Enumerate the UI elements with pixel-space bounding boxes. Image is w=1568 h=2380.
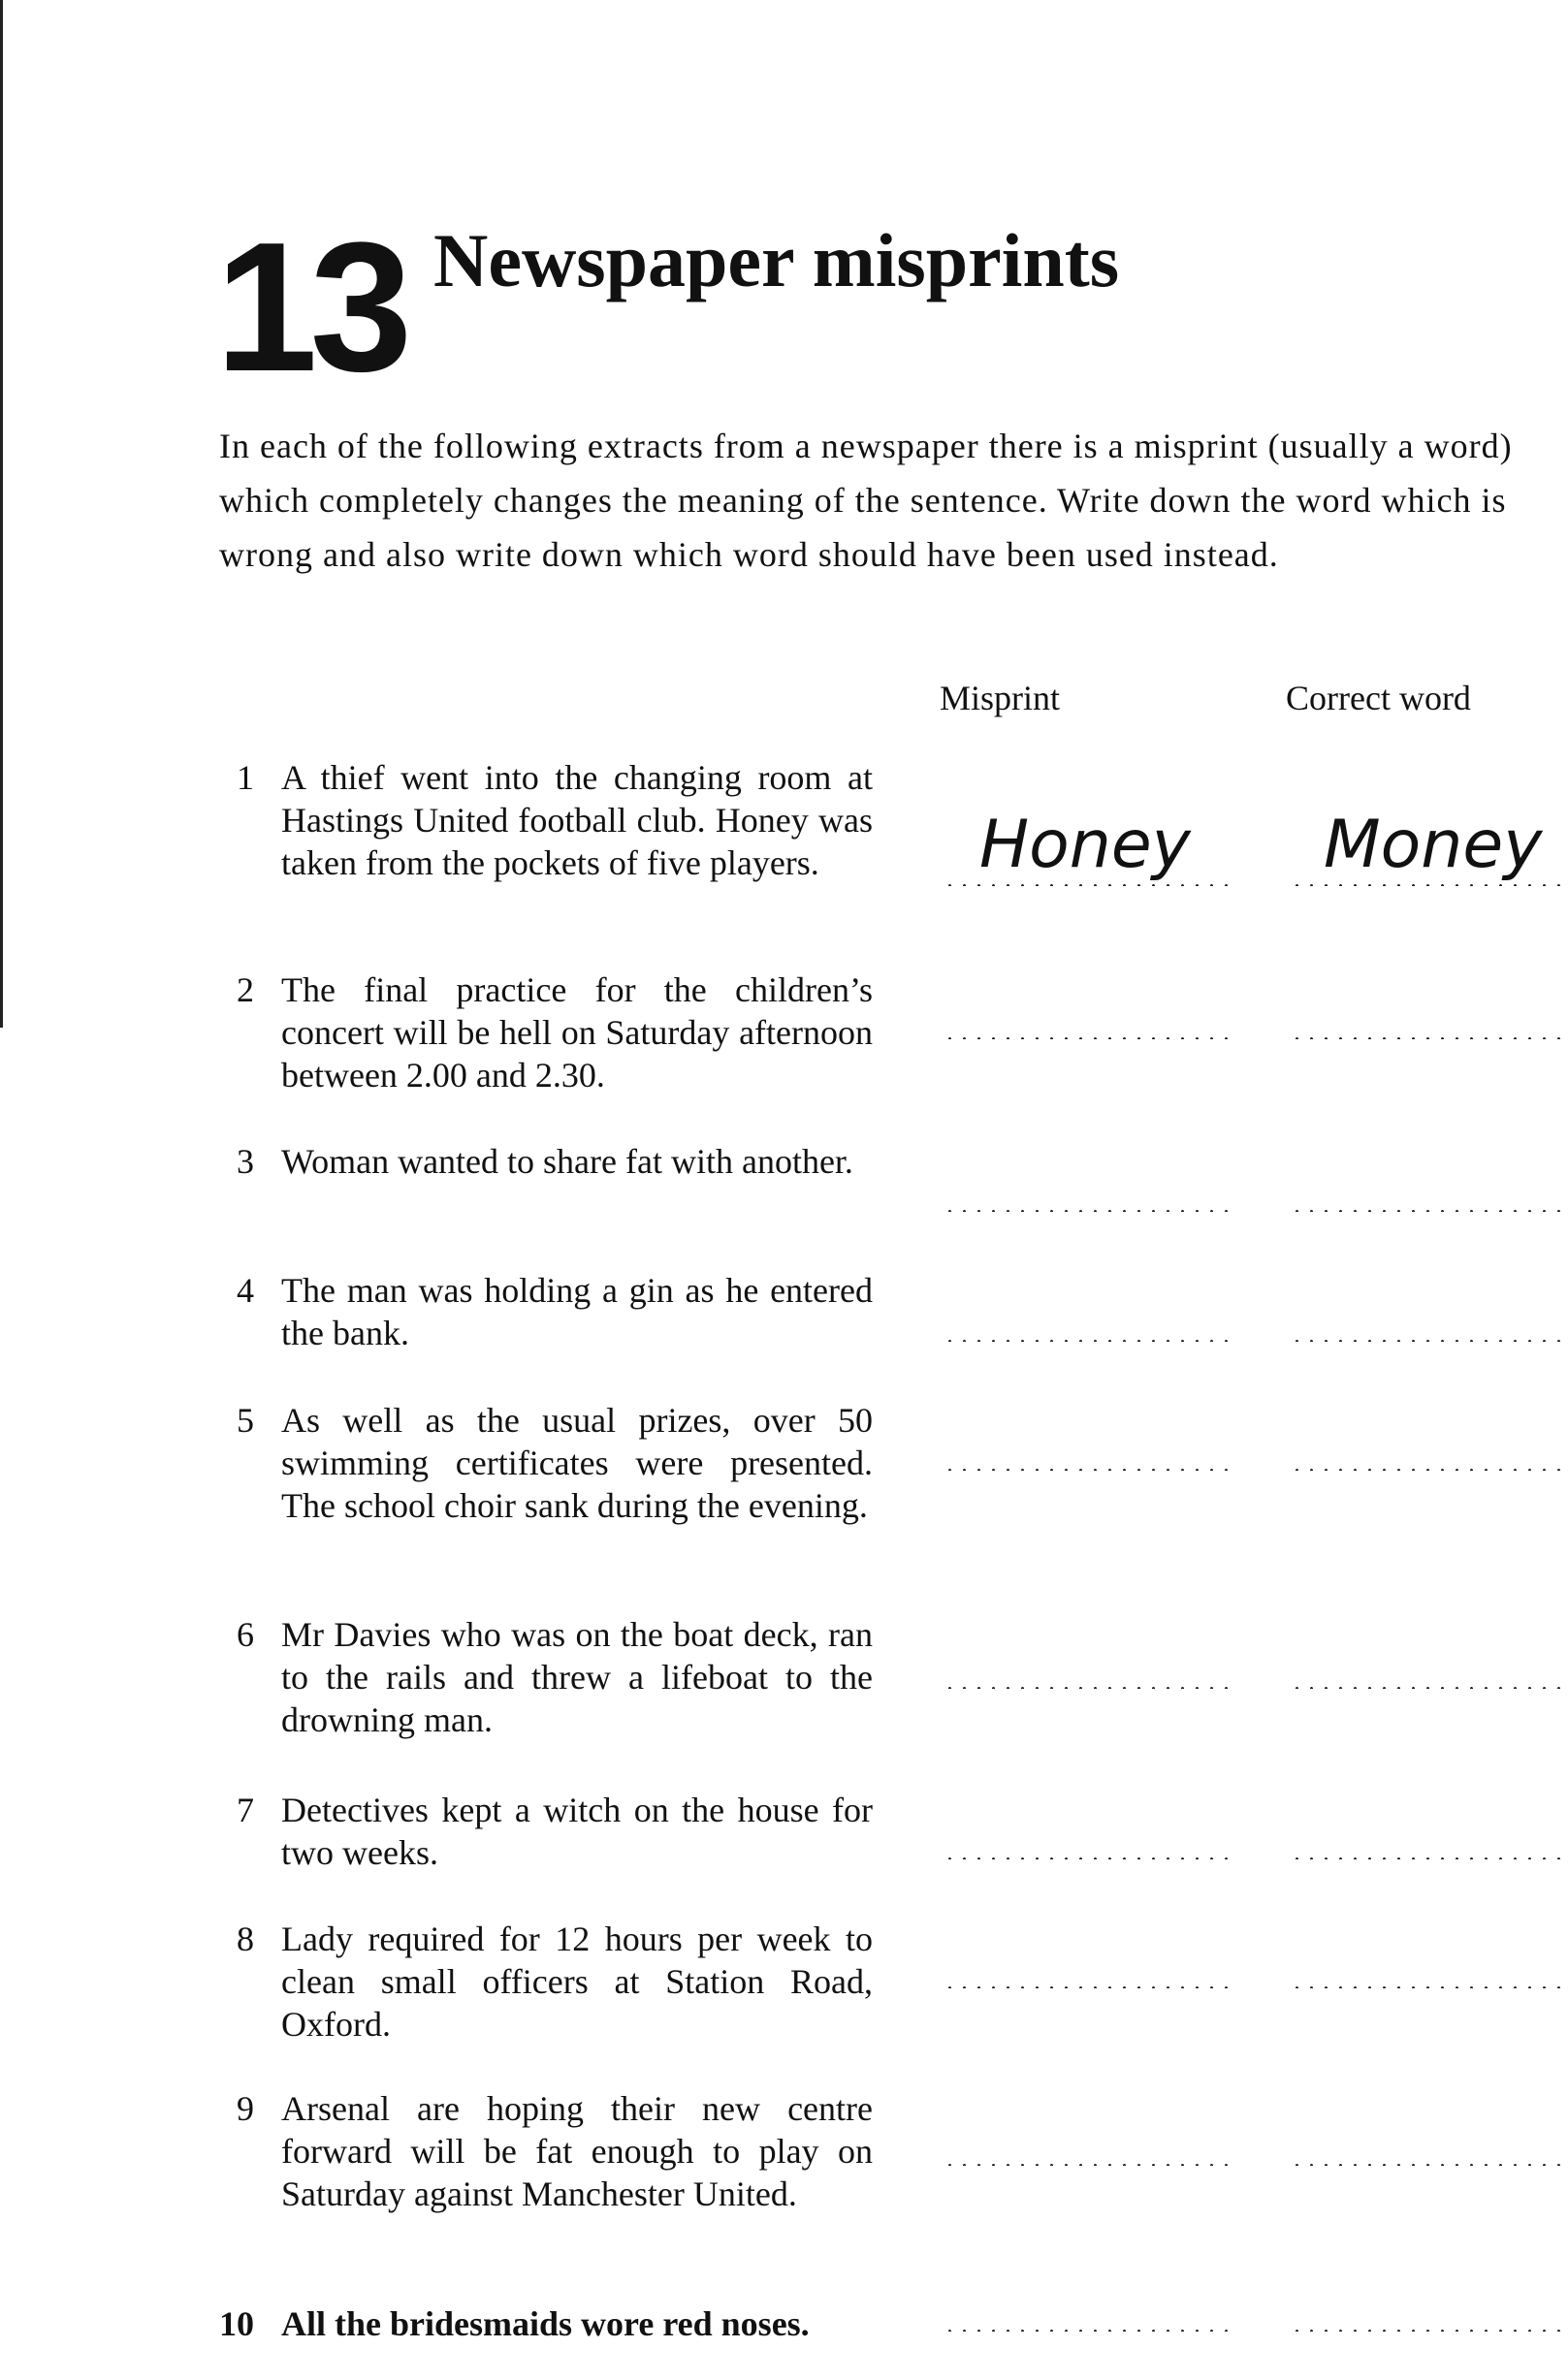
correct-answer-line-2[interactable] xyxy=(1290,1037,1568,1039)
misprint-answer-line-10[interactable] xyxy=(943,2330,1233,2332)
instructions-paragraph: In each of the following extracts from a newspaper there is a misprint (usually a word) which completely changes the meaning of the sentence. Write down the word which is wrong and also write down which word should have been used instead. xyxy=(219,427,1513,574)
correct-word-column-header: Correct word xyxy=(1286,679,1471,717)
chapter-number: 13 xyxy=(215,205,405,410)
item-text: The man was holding a gin as he entered the bank. xyxy=(281,1271,873,1352)
item-text: A thief went into the changing room at Hastings United football club. Honey was taken from the pockets of five players. xyxy=(281,758,873,882)
misprint-answer-line-5[interactable] xyxy=(943,1469,1233,1471)
page-edge-shadow xyxy=(0,0,3,1028)
item-number: 10 xyxy=(219,2304,254,2343)
item-text: All the bridesmaids wore red noses. xyxy=(281,2304,810,2343)
item-number: 9 xyxy=(237,2089,254,2128)
item-number: 4 xyxy=(237,1271,254,1310)
correct-answer-line-9[interactable] xyxy=(1290,2164,1568,2166)
item-number: 7 xyxy=(237,1791,254,1829)
item-number: 3 xyxy=(237,1142,254,1181)
misprint-answer-line-3[interactable] xyxy=(943,1210,1233,1212)
handwritten-correct-answer: Money xyxy=(1324,807,1543,883)
item-text: Woman wanted to share fat with another. xyxy=(281,1142,853,1181)
item-text: Arsenal are hoping their new centre forward will be fat enough to play on Saturday against Manchester United. xyxy=(281,2089,873,2213)
misprint-answer-line-2[interactable] xyxy=(943,1037,1233,1039)
handwritten-misprint-answer: Honey xyxy=(979,807,1191,883)
misprint-answer-line-4[interactable] xyxy=(943,1340,1233,1342)
item-number: 1 xyxy=(237,758,254,797)
item-text: The final practice for the children’s concert will be hell on Saturday afternoon between 2.00 and 2.30. xyxy=(281,970,873,1095)
correct-answer-line-10[interactable] xyxy=(1290,2330,1568,2332)
item-number: 6 xyxy=(237,1615,254,1654)
chapter-title: Newspaper misprints xyxy=(433,218,1120,302)
misprint-answer-line-1[interactable] xyxy=(943,884,1233,886)
item-number: 2 xyxy=(237,970,254,1009)
item-number: 8 xyxy=(237,1920,254,1958)
misprint-answer-line-7[interactable] xyxy=(943,1857,1233,1859)
correct-answer-line-8[interactable] xyxy=(1290,1986,1568,1988)
item-text: Detectives kept a witch on the house for two weeks. xyxy=(281,1791,873,1872)
misprint-answer-line-9[interactable] xyxy=(943,2164,1233,2166)
item-text: Lady required for 12 hours per week to clean small officers at Station Road, Oxford. xyxy=(281,1920,873,2044)
item-text: Mr Davies who was on the boat deck, ran to the rails and threw a lifeboat to the drowning man. xyxy=(281,1615,873,1739)
misprint-answer-line-8[interactable] xyxy=(943,1986,1233,1988)
correct-answer-line-1[interactable] xyxy=(1290,884,1568,886)
correct-answer-line-5[interactable] xyxy=(1290,1469,1568,1471)
item-number: 5 xyxy=(237,1401,254,1440)
misprint-answer-line-6[interactable] xyxy=(943,1687,1233,1689)
correct-answer-line-6[interactable] xyxy=(1290,1687,1568,1689)
item-text: As well as the usual prizes, over 50 swimming certificates were presented. The school choir sank during the evening. xyxy=(281,1401,873,1525)
correct-answer-line-3[interactable] xyxy=(1290,1210,1568,1212)
correct-answer-line-4[interactable] xyxy=(1290,1340,1568,1342)
correct-answer-line-7[interactable] xyxy=(1290,1857,1568,1859)
misprint-column-header: Misprint xyxy=(940,679,1061,717)
